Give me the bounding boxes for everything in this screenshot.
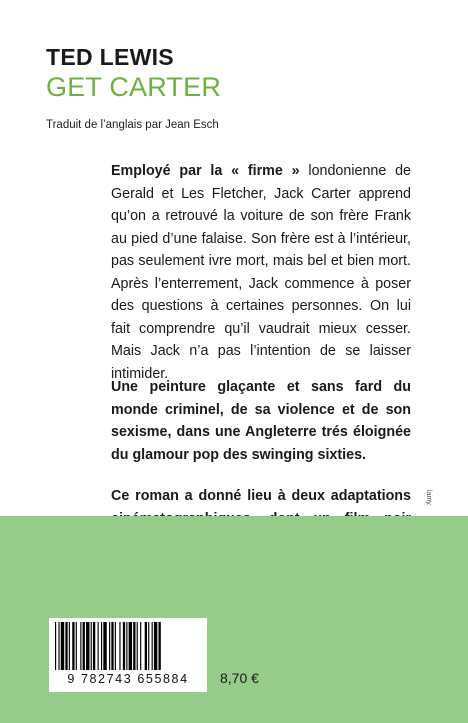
barcode-bar bbox=[72, 622, 74, 670]
barcode-bar bbox=[65, 622, 67, 670]
barcode-bar bbox=[159, 622, 161, 670]
barcode-bar bbox=[101, 622, 102, 670]
author-name: TED LEWIS bbox=[46, 44, 174, 70]
blurb-paragraph-3: Ce roman a donné lieu à deux adaptations bbox=[111, 488, 411, 504]
blurb-lead: Employé par la « firme » bbox=[111, 163, 300, 179]
barcode-bar bbox=[119, 622, 120, 670]
barcode-bar bbox=[129, 622, 132, 670]
barcode-bar bbox=[83, 622, 85, 670]
barcode-bar bbox=[61, 622, 64, 670]
barcode-bar bbox=[154, 622, 157, 670]
barcode-bar bbox=[126, 622, 127, 670]
translator-credit: Traduit de l’anglais par Jean Esch bbox=[46, 119, 219, 131]
barcode-bar bbox=[69, 622, 70, 670]
barcode-bar bbox=[115, 622, 116, 670]
blurb-paragraph-1 bbox=[111, 160, 411, 385]
barcode-bar bbox=[98, 622, 99, 670]
barcode-bar bbox=[148, 622, 149, 670]
barcode-bar bbox=[55, 622, 56, 670]
barcode-bar bbox=[80, 622, 81, 670]
barcode-bar bbox=[137, 622, 138, 670]
blurb-paragraph-1-text: londonienne de Gerald et Les Fletcher, Jack Carter apprend qu’on a retrouvé la voiture de son frère Frank au pied d’une falaise. Son frère est à l’intérieur, pas seulement ivre mort, mais bel et bien mort. Après l’enterrement, Jack commence à poser des questions à certaines personnes. On lui fait comprendre qu’il vaudrait mieux cesser. Mais Jack n’a pas l’intention de se laisser intimider. bbox=[111, 163, 411, 382]
isbn-number: 9 782743 655884 bbox=[67, 672, 189, 686]
barcode-bar bbox=[123, 622, 125, 670]
barcode-bar bbox=[109, 622, 110, 670]
barcode-bar bbox=[145, 622, 147, 670]
price: 8,70 € bbox=[220, 670, 259, 686]
barcode-bars bbox=[53, 622, 203, 672]
barcode-bar bbox=[103, 622, 106, 670]
barcode-bar bbox=[86, 622, 89, 670]
barcode-bar bbox=[152, 622, 153, 670]
barcode-bar bbox=[76, 622, 77, 670]
barcode-bar bbox=[140, 622, 141, 670]
barcode-bar bbox=[111, 622, 113, 670]
barcode bbox=[49, 618, 207, 692]
barcode-bar bbox=[91, 622, 92, 670]
barcode-bar bbox=[58, 622, 59, 670]
barcode-bar bbox=[133, 622, 135, 670]
book-title: GET CARTER bbox=[46, 72, 222, 102]
blurb-paragraph-2: Une peinture glaçante et sans fard du monde criminel, de sa violence et de son sexisme, dans une Angleterre trés éloignée du glamour pop des swinging sixties. bbox=[111, 379, 411, 463]
barcode-bar bbox=[93, 622, 95, 670]
photo-credit: lamy. bbox=[425, 490, 432, 507]
